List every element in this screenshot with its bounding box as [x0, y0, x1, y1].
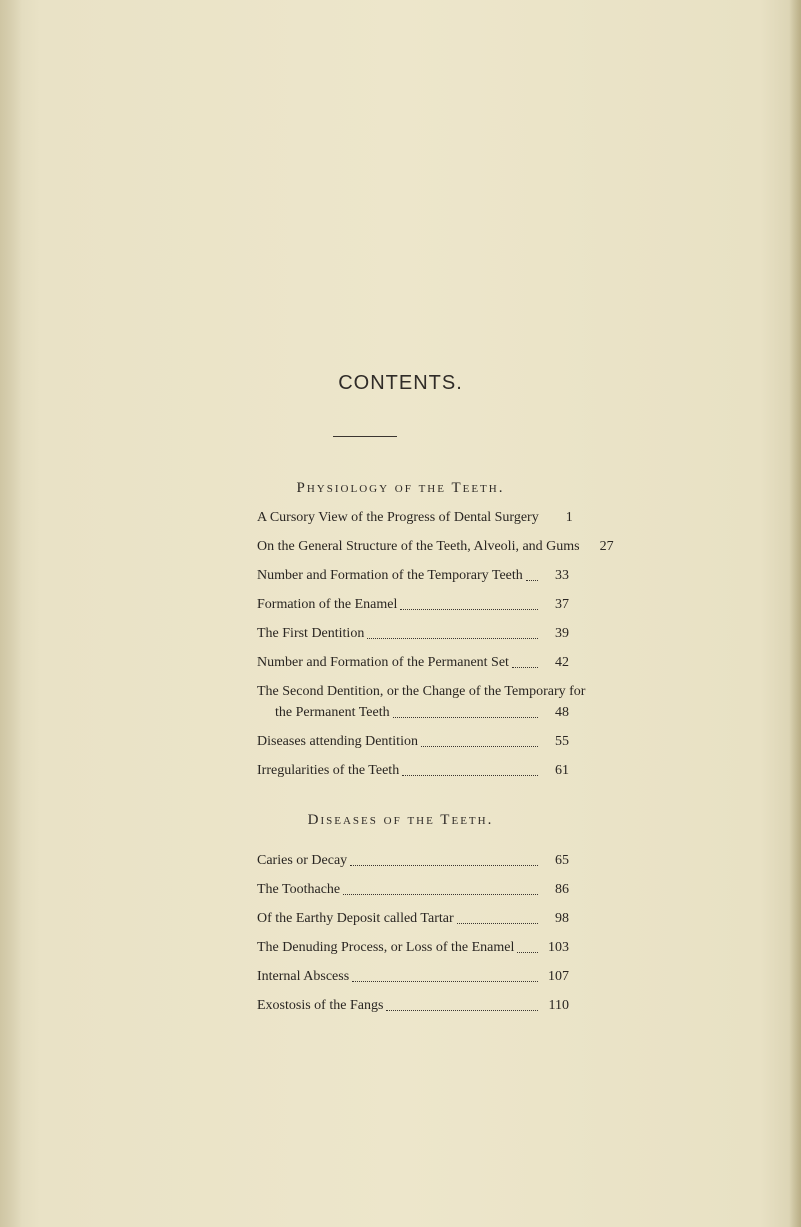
toc-entry	[257, 938, 569, 957]
toc-entry	[257, 967, 569, 986]
toc-entry-label: On the General Structure of the Teeth, Alveoli, and Gums	[257, 539, 580, 554]
toc-entry-page: 65	[555, 853, 569, 868]
toc-entry	[257, 566, 569, 585]
toc-entry	[257, 682, 586, 722]
toc-entry-page: 37	[555, 597, 569, 612]
page-edge-shadow	[789, 0, 801, 1227]
section-heading-diseases: Diseases of the Teeth.	[307, 812, 494, 828]
toc-entry-page: 39	[555, 626, 569, 641]
toc-entry-label: The Denuding Process, or Loss of the Enamel	[257, 940, 515, 955]
toc-entry-label: A Cursory View of the Progress of Dental Surgery	[257, 510, 539, 525]
dot-leader	[352, 981, 538, 982]
page-gutter-shadow	[0, 0, 22, 1227]
page-title: CONTENTS.	[338, 372, 463, 394]
toc-entry-label: Number and Formation of the Permanent Set	[257, 655, 509, 670]
toc-entry	[257, 880, 569, 899]
dot-leader	[517, 952, 538, 953]
title-rule	[333, 436, 397, 437]
toc-entry-label: Caries or Decay	[257, 853, 348, 868]
toc-entry-label: Irregularities of the Teeth	[257, 763, 400, 778]
toc-entry-page: 98	[555, 911, 569, 926]
dot-leader	[457, 923, 538, 924]
toc-entry-page: 55	[555, 734, 569, 749]
toc-entry-label: Number and Formation of the Temporary Teeth	[257, 568, 523, 583]
toc-entry-label-continued: the Permanent Teeth	[275, 705, 390, 720]
toc-entry-page: 110	[548, 998, 569, 1013]
toc-entry	[257, 537, 614, 556]
toc-entry-page: 27	[599, 539, 614, 554]
toc-entry-label: Exostosis of the Fangs	[257, 998, 384, 1013]
section-heading-physiology: Physiology of the Teeth.	[296, 480, 505, 496]
toc-entry-label: Of the Earthy Deposit called Tartar	[257, 911, 454, 926]
toc-entry	[257, 653, 569, 672]
toc-entry-page: 42	[555, 655, 569, 670]
toc-entry-label: Internal Abscess	[257, 969, 350, 984]
toc-entry-page: 103	[548, 940, 569, 955]
toc-entry-label: Diseases attending Dentition	[257, 734, 418, 749]
toc-entry-label: Formation of the Enamel	[257, 597, 398, 612]
toc-entry-page: 33	[555, 568, 569, 583]
toc-entry-label: The Toothache	[257, 882, 341, 897]
toc-entry-page: 61	[555, 763, 569, 778]
dot-leader	[386, 1010, 538, 1011]
dot-leader	[367, 638, 538, 639]
dot-leader	[393, 717, 538, 718]
toc-entry	[257, 624, 569, 643]
toc-entry	[257, 909, 569, 928]
toc-entry	[257, 996, 569, 1015]
toc-entry-label: The Second Dentition, or the Change of the Temporary for	[257, 684, 586, 699]
dot-leader	[343, 894, 538, 895]
dot-leader	[512, 667, 538, 668]
toc-entry-page: 48	[555, 705, 569, 720]
toc-entry	[257, 732, 569, 751]
dot-leader	[400, 609, 538, 610]
dot-leader	[421, 746, 538, 747]
toc-entry	[257, 851, 569, 870]
dot-leader	[402, 775, 538, 776]
toc-entry	[257, 595, 569, 614]
toc-entry-page: 107	[548, 969, 569, 984]
toc-entry	[257, 508, 573, 527]
toc-entry-continuation	[275, 703, 569, 722]
dot-leader	[350, 865, 538, 866]
toc-entry-page: 86	[555, 882, 569, 897]
dot-leader	[526, 580, 538, 581]
toc-entry-page: 1	[565, 510, 573, 525]
toc-entry	[257, 761, 569, 780]
toc-entry-label: The First Dentition	[257, 626, 365, 641]
